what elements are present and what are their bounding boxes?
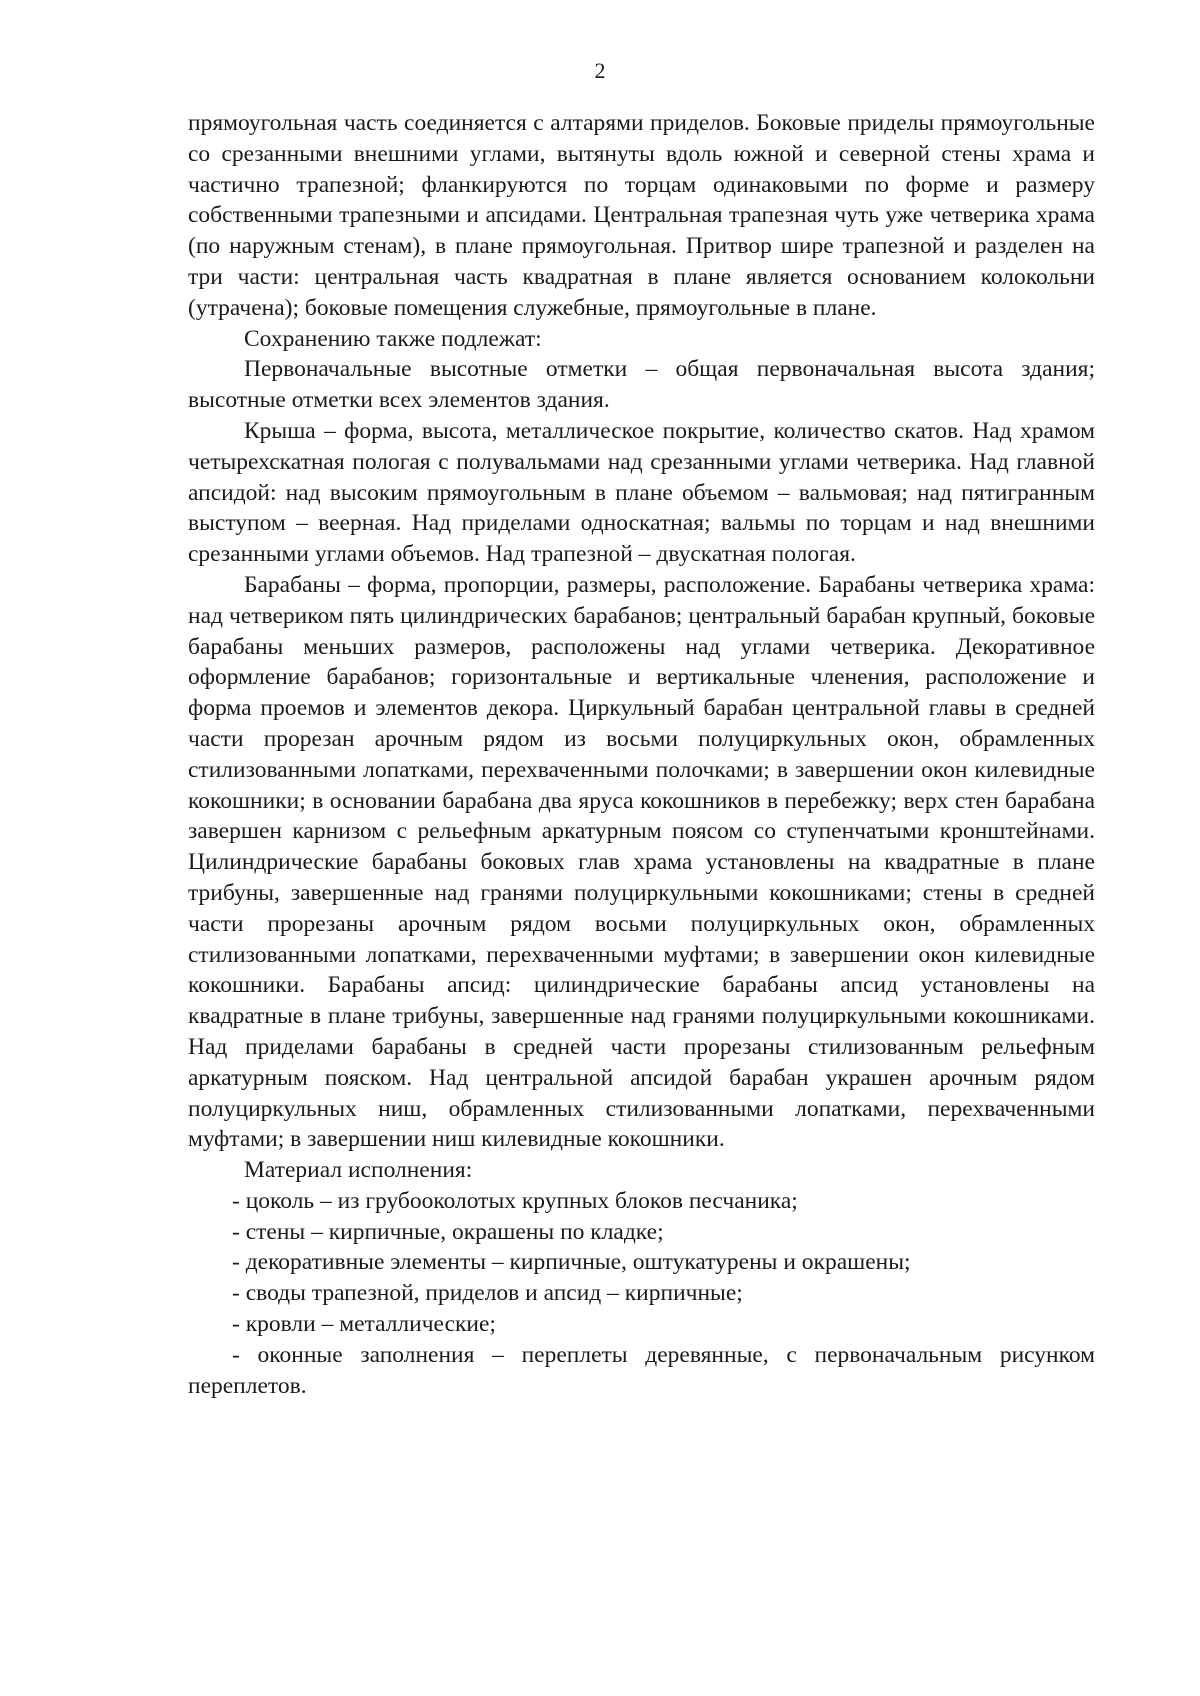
- paragraph-height-marks: Первоначальные высотные отметки – общая первоначальная высота здания; высотные отметки всех элементов здания.: [188, 356, 1095, 414]
- paragraph-roof: Крыша – форма, высота, металлическое покрытие, количество скатов. Над храмом четырехскатная пологая с полувальмами над срезанными углами четверика. Над главной апсидой: над высоким прямоугольным в плане объемом – вальмовая; над пятигранным выступом – веерная. Над приделами односкатная; вальмы по торцам и над внешними срезанными углами объемов. Над трапезной – двускатная пологая.: [188, 417, 1095, 568]
- list-item: - оконные заполнения – переплеты деревянные, с первоначальным рисунком переплетов.: [188, 1341, 1095, 1399]
- list-item: - своды трапезной, приделов и апсид – кирпичные;: [232, 1280, 743, 1307]
- paragraph-drums: Барабаны – форма, пропорции, размеры, расположение. Барабаны четверика храма: над четвериком пять цилиндрических барабанов; центральный барабан крупный, боковые барабаны меньших размеров, расположены над углами четверика. Декоративное оформление барабанов; горизонтальные и вертикальные членения, расположение и форма проемов и элементов декора. Циркульный барабан центральной главы в средней части прорезан арочным рядом из восьми полуциркульных окон, обрамленных стилизованными лопатками, перехваченными полочками; в завершении окон килевидные кокошники; в основании барабана два яруса кокошников в перебежку; верх стен барабана завершен карнизом с рельефным аркатурным поясом со ступенчатыми кронштейнами. Цилиндрические барабаны боковых глав храма установлены на квадратные в плане трибуны, завершенные над гранями полуциркульными кокошниками; стены в средней части прорезаны арочным рядом восьми полуциркульных окон, обрамленных стилизованными лопатками, перехваченными муфтами; в завершении окон килевидные кокошники. Барабаны апсид: цилиндрические барабаны апсид установлены на квадратные в плане трибуны, завершенные над гранями полуциркульными кокошниками. Над приделами барабаны в средней части прорезаны стилизованным рельефным аркатурным пояском. Над центральной апсидой барабан украшен арочным рядом полуциркульных ниш, обрамленных стилизованными лопатками, перехваченными муфтами; в завершении ниш килевидные кокошники.: [188, 571, 1095, 1153]
- paragraph-preservation-intro: Сохранению также подлежат:: [244, 325, 542, 352]
- document-body: [188, 108, 1095, 1401]
- list-item: - декоративные элементы – кирпичные, оштукатурены и окрашены;: [232, 1249, 911, 1276]
- list-item: - кровли – металлические;: [232, 1311, 496, 1338]
- paragraph-plan-description: прямоугольная часть соединяется с алтарями приделов. Боковые приделы прямоугольные со срезанными внешними углами, вытянуты вдоль южной и северной стены храма и частично трапезной; фланкируются по торцам одинаковыми по форме и размеру собственными трапезными и апсидами. Центральная трапезная чуть уже четверика храма (по наружным стенам), в плане прямоугольная. Притвор шире трапезной и разделен на три части: центральная часть квадратная в плане является основанием колокольни (утрачена); боковые помещения служебные, прямоугольные в плане.: [188, 110, 1095, 321]
- page-number: 2: [594, 58, 606, 83]
- paragraph-materials-heading: Материал исполнения:: [244, 1157, 473, 1184]
- materials-list: [188, 1186, 1095, 1402]
- list-item: - стены – кирпичные, окрашены по кладке;: [232, 1218, 664, 1245]
- list-item: - цоколь – из грубооколотых крупных блоков песчаника;: [232, 1187, 798, 1214]
